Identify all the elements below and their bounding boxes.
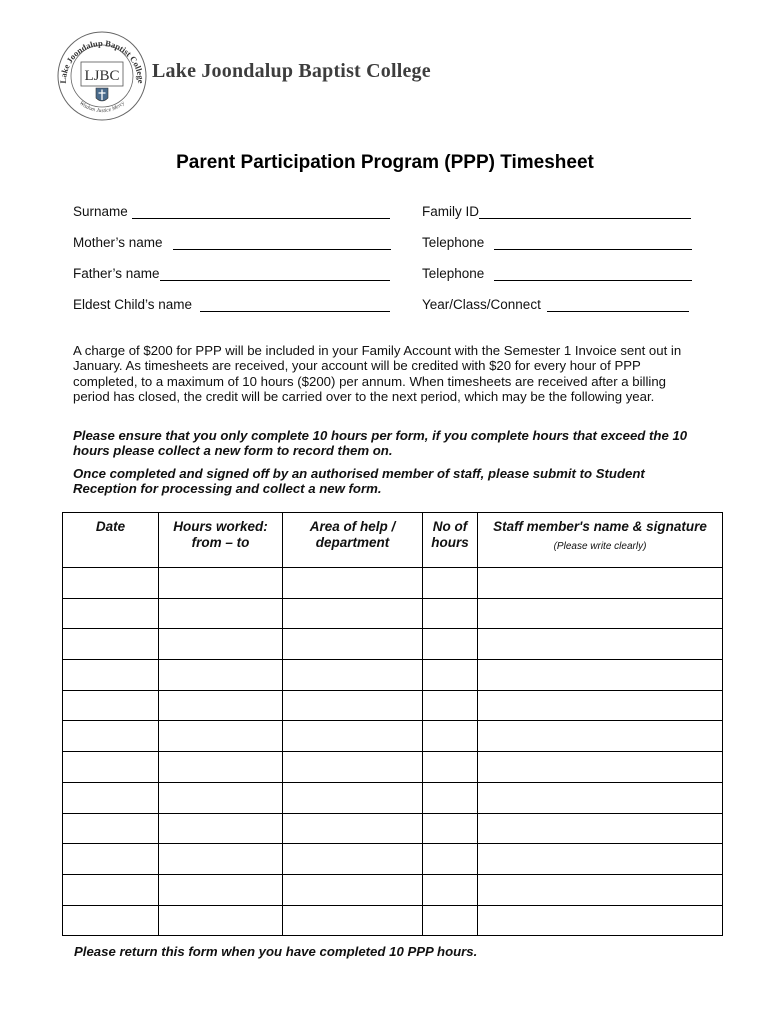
no-hours-cell[interactable] [423, 782, 478, 813]
college-logo [56, 30, 148, 122]
hours-cell[interactable] [159, 721, 283, 752]
timesheet-table [62, 512, 723, 936]
family-id-line[interactable] [479, 204, 691, 219]
hours-cell[interactable] [159, 568, 283, 599]
timesheet-body [63, 568, 723, 936]
date-cell[interactable] [63, 874, 159, 905]
date-cell[interactable] [63, 752, 159, 783]
mothers-name-line[interactable] [173, 235, 391, 250]
table-row [63, 598, 723, 629]
submit-note: Once completed and signed off by an authorised member of staff, please submit to Student Reception for processing and collect a new form. [73, 466, 645, 497]
area-cell[interactable] [283, 721, 423, 752]
college-name: Lake Joondalup Baptist College [152, 60, 431, 82]
hours-cell[interactable] [159, 905, 283, 936]
telephone-2-field[interactable] [422, 266, 692, 281]
hours-cell[interactable] [159, 690, 283, 721]
area-cell[interactable] [283, 660, 423, 691]
area-cell[interactable] [283, 844, 423, 875]
fathers-name-field[interactable] [73, 266, 390, 281]
no-hours-cell[interactable] [423, 874, 478, 905]
header-staff-signature: Staff member's name & signature (Please write clearly) [478, 513, 723, 568]
header-date: Date [63, 513, 159, 568]
table-row [63, 660, 723, 691]
area-cell[interactable] [283, 813, 423, 844]
area-cell[interactable] [283, 690, 423, 721]
table-row [63, 782, 723, 813]
table-row [63, 905, 723, 936]
signature-cell[interactable] [478, 721, 723, 752]
date-cell[interactable] [63, 568, 159, 599]
no-hours-cell[interactable] [423, 721, 478, 752]
mothers-name-label: Mother’s name [73, 235, 163, 250]
area-cell[interactable] [283, 598, 423, 629]
header-no-of-hours: No of hours [423, 513, 478, 568]
signature-cell[interactable] [478, 690, 723, 721]
telephone-2-line[interactable] [494, 266, 692, 281]
signature-cell[interactable] [478, 629, 723, 660]
table-row [63, 721, 723, 752]
no-hours-cell[interactable] [423, 905, 478, 936]
no-hours-cell[interactable] [423, 690, 478, 721]
year-class-line[interactable] [547, 297, 689, 312]
signature-cell[interactable] [478, 598, 723, 629]
eldest-child-label: Eldest Child’s name [73, 297, 193, 312]
table-row [63, 568, 723, 599]
surname-line[interactable] [132, 204, 390, 219]
table-row [63, 629, 723, 660]
hours-cell[interactable] [159, 813, 283, 844]
year-class-field[interactable] [422, 297, 689, 312]
area-cell[interactable] [283, 874, 423, 905]
year-class-label: Year/Class/Connect [422, 297, 541, 312]
date-cell[interactable] [63, 813, 159, 844]
footer-note: Please return this form when you have completed 10 PPP hours. [74, 944, 478, 959]
family-id-label: Family ID [422, 204, 479, 219]
hours-note: Please ensure that you only complete 10 hours per form, if you complete hours that exceed the 10 hours please collect a new form to record them on. [73, 428, 688, 459]
page-title: Parent Participation Program (PPP) Timesheet [176, 152, 594, 173]
no-hours-cell[interactable] [423, 844, 478, 875]
date-cell[interactable] [63, 721, 159, 752]
mothers-name-field[interactable] [73, 235, 391, 250]
fathers-name-line[interactable] [160, 266, 390, 281]
logo-monogram: LJBC [84, 68, 120, 84]
date-cell[interactable] [63, 598, 159, 629]
signature-cell[interactable] [478, 660, 723, 691]
fathers-name-label: Father’s name [73, 266, 160, 281]
signature-cell[interactable] [478, 874, 723, 905]
date-cell[interactable] [63, 782, 159, 813]
signature-cell[interactable] [478, 782, 723, 813]
hours-cell[interactable] [159, 782, 283, 813]
date-cell[interactable] [63, 660, 159, 691]
surname-field[interactable] [73, 204, 390, 219]
no-hours-cell[interactable] [423, 752, 478, 783]
no-hours-cell[interactable] [423, 598, 478, 629]
table-header-row [63, 513, 723, 568]
signature-cell[interactable] [478, 905, 723, 936]
area-cell[interactable] [283, 782, 423, 813]
no-hours-cell[interactable] [423, 629, 478, 660]
table-row [63, 752, 723, 783]
date-cell[interactable] [63, 905, 159, 936]
telephone-1-line[interactable] [494, 235, 692, 250]
no-hours-cell[interactable] [423, 813, 478, 844]
signature-cell[interactable] [478, 568, 723, 599]
table-row [63, 874, 723, 905]
no-hours-cell[interactable] [423, 660, 478, 691]
telephone-1-field[interactable] [422, 235, 692, 250]
hours-cell[interactable] [159, 629, 283, 660]
hours-cell[interactable] [159, 874, 283, 905]
hours-cell[interactable] [159, 752, 283, 783]
hours-cell[interactable] [159, 844, 283, 875]
date-cell[interactable] [63, 629, 159, 660]
table-row [63, 813, 723, 844]
table-row [63, 844, 723, 875]
table-row [63, 690, 723, 721]
header-area-of-help: Area of help / department [283, 513, 423, 568]
area-cell[interactable] [283, 568, 423, 599]
area-cell[interactable] [283, 629, 423, 660]
family-id-field[interactable] [422, 204, 691, 219]
surname-label: Surname [73, 204, 128, 219]
date-cell[interactable] [63, 690, 159, 721]
signature-cell[interactable] [478, 752, 723, 783]
area-cell[interactable] [283, 905, 423, 936]
signature-cell[interactable] [478, 844, 723, 875]
no-hours-cell[interactable] [423, 568, 478, 599]
date-cell[interactable] [63, 844, 159, 875]
header-staff-subnote: (Please write clearly) [553, 541, 647, 552]
header-hours-worked: Hours worked: from – to [159, 513, 283, 568]
hours-cell[interactable] [159, 660, 283, 691]
signature-cell[interactable] [478, 813, 723, 844]
area-cell[interactable] [283, 752, 423, 783]
logo-motto: Wisdom Justice Mercy [78, 100, 126, 115]
charge-paragraph: A charge of $200 for PPP will be included in your Family Account with the Semester 1 Invoice sent out in January. As timesheets are received, your account will be credited with $20 for every hour of PPP completed, to a maximum of 10 hours ($200) per annum. When timesheets are received after a billing period has closed, the credit will be carried over to the next period, which may be the following year. [73, 343, 682, 405]
hours-cell[interactable] [159, 598, 283, 629]
eldest-child-field[interactable] [73, 297, 390, 312]
logo-arc-text: Lake Joondalup Baptist College [57, 37, 147, 84]
telephone-2-label: Telephone [422, 266, 485, 281]
eldest-child-line[interactable] [200, 297, 390, 312]
telephone-1-label: Telephone [422, 235, 485, 250]
